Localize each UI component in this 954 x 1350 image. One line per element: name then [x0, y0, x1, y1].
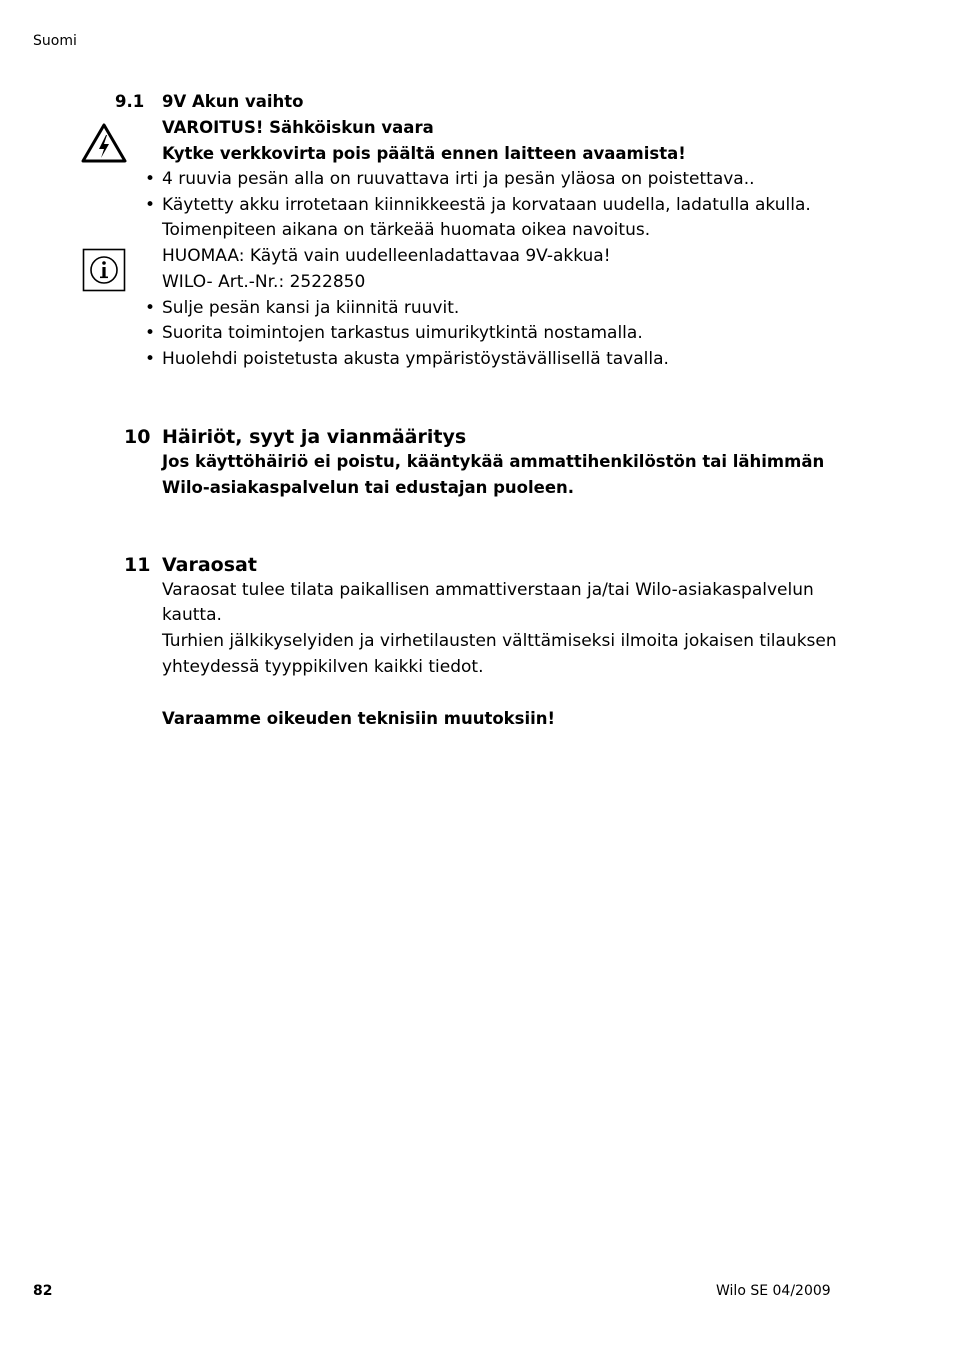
section-11-line-1: Varaosat tulee tilata paikallisen ammattiverstaan ja/tai Wilo-asiakaspalvelun [162, 580, 814, 600]
header-language: Suomi [33, 33, 77, 49]
section-11-line-2: kautta. [162, 605, 222, 625]
page-number: 82 [33, 1283, 53, 1299]
list-item: 4 ruuvia pesän alla on ruuvattava irti ja pesän yläosa on poistettava.. [162, 169, 755, 189]
closing-statement: Varaamme oikeuden teknisiin muutoksiin! [162, 709, 556, 728]
section-10-text-2: Wilo-asiakaspalvelun tai edustajan puoleen. [162, 478, 575, 497]
section-10-text-1: Jos käyttöhäiriö ei poistu, kääntykää ammattihenkilöstön tai lähimmän [162, 452, 825, 471]
list-item: Huolehdi poistetusta akusta ympäristöystävällisellä tavalla. [162, 349, 669, 369]
section-9-1-title: 9V Akun vaihto [162, 92, 304, 111]
bullet-marker: • [145, 169, 156, 189]
note-line-2: WILO- Art.-Nr.: 2522850 [162, 272, 366, 292]
section-10-title: Häiriöt, syyt ja vianmääritys [162, 426, 467, 448]
list-item-continuation: Toimenpiteen aikana on tärkeää huomata oikea navoitus. [162, 220, 651, 240]
electric-hazard-icon [80, 122, 128, 164]
section-11-line-3: Turhien jälkikyselyiden ja virhetilausten välttämiseksi ilmoita jokaisen tilauksen [162, 631, 837, 651]
note-line-1: HUOMAA: Käytä vain uudelleenladattavaa 9V-akkua! [162, 246, 611, 266]
bullet-marker: • [145, 298, 156, 318]
list-item: Suorita toimintojen tarkastus uimurikytkintä nostamalla. [162, 323, 643, 343]
section-11-line-4: yhteydessä tyyppikilven kaikki tiedot. [162, 657, 484, 677]
list-item: Käytetty akku irrotetaan kiinnikkeestä ja korvataan uudella, ladatulla akulla. [162, 195, 811, 215]
section-11-number: 11 [124, 554, 151, 576]
bullet-marker: • [145, 349, 156, 369]
warning-text: Kytke verkkovirta pois päältä ennen laitteen avaamista! [162, 144, 686, 163]
section-11-title: Varaosat [162, 554, 257, 576]
info-icon [82, 248, 126, 292]
bullet-marker: • [145, 323, 156, 343]
bullet-marker: • [145, 195, 156, 215]
section-9-1-number: 9.1 [115, 92, 145, 111]
footer-brand: Wilo SE 04/2009 [716, 1283, 831, 1299]
section-10-number: 10 [124, 426, 151, 448]
list-item: Sulje pesän kansi ja kiinnitä ruuvit. [162, 298, 460, 318]
warning-title: VAROITUS! Sähköiskun vaara [162, 118, 434, 137]
